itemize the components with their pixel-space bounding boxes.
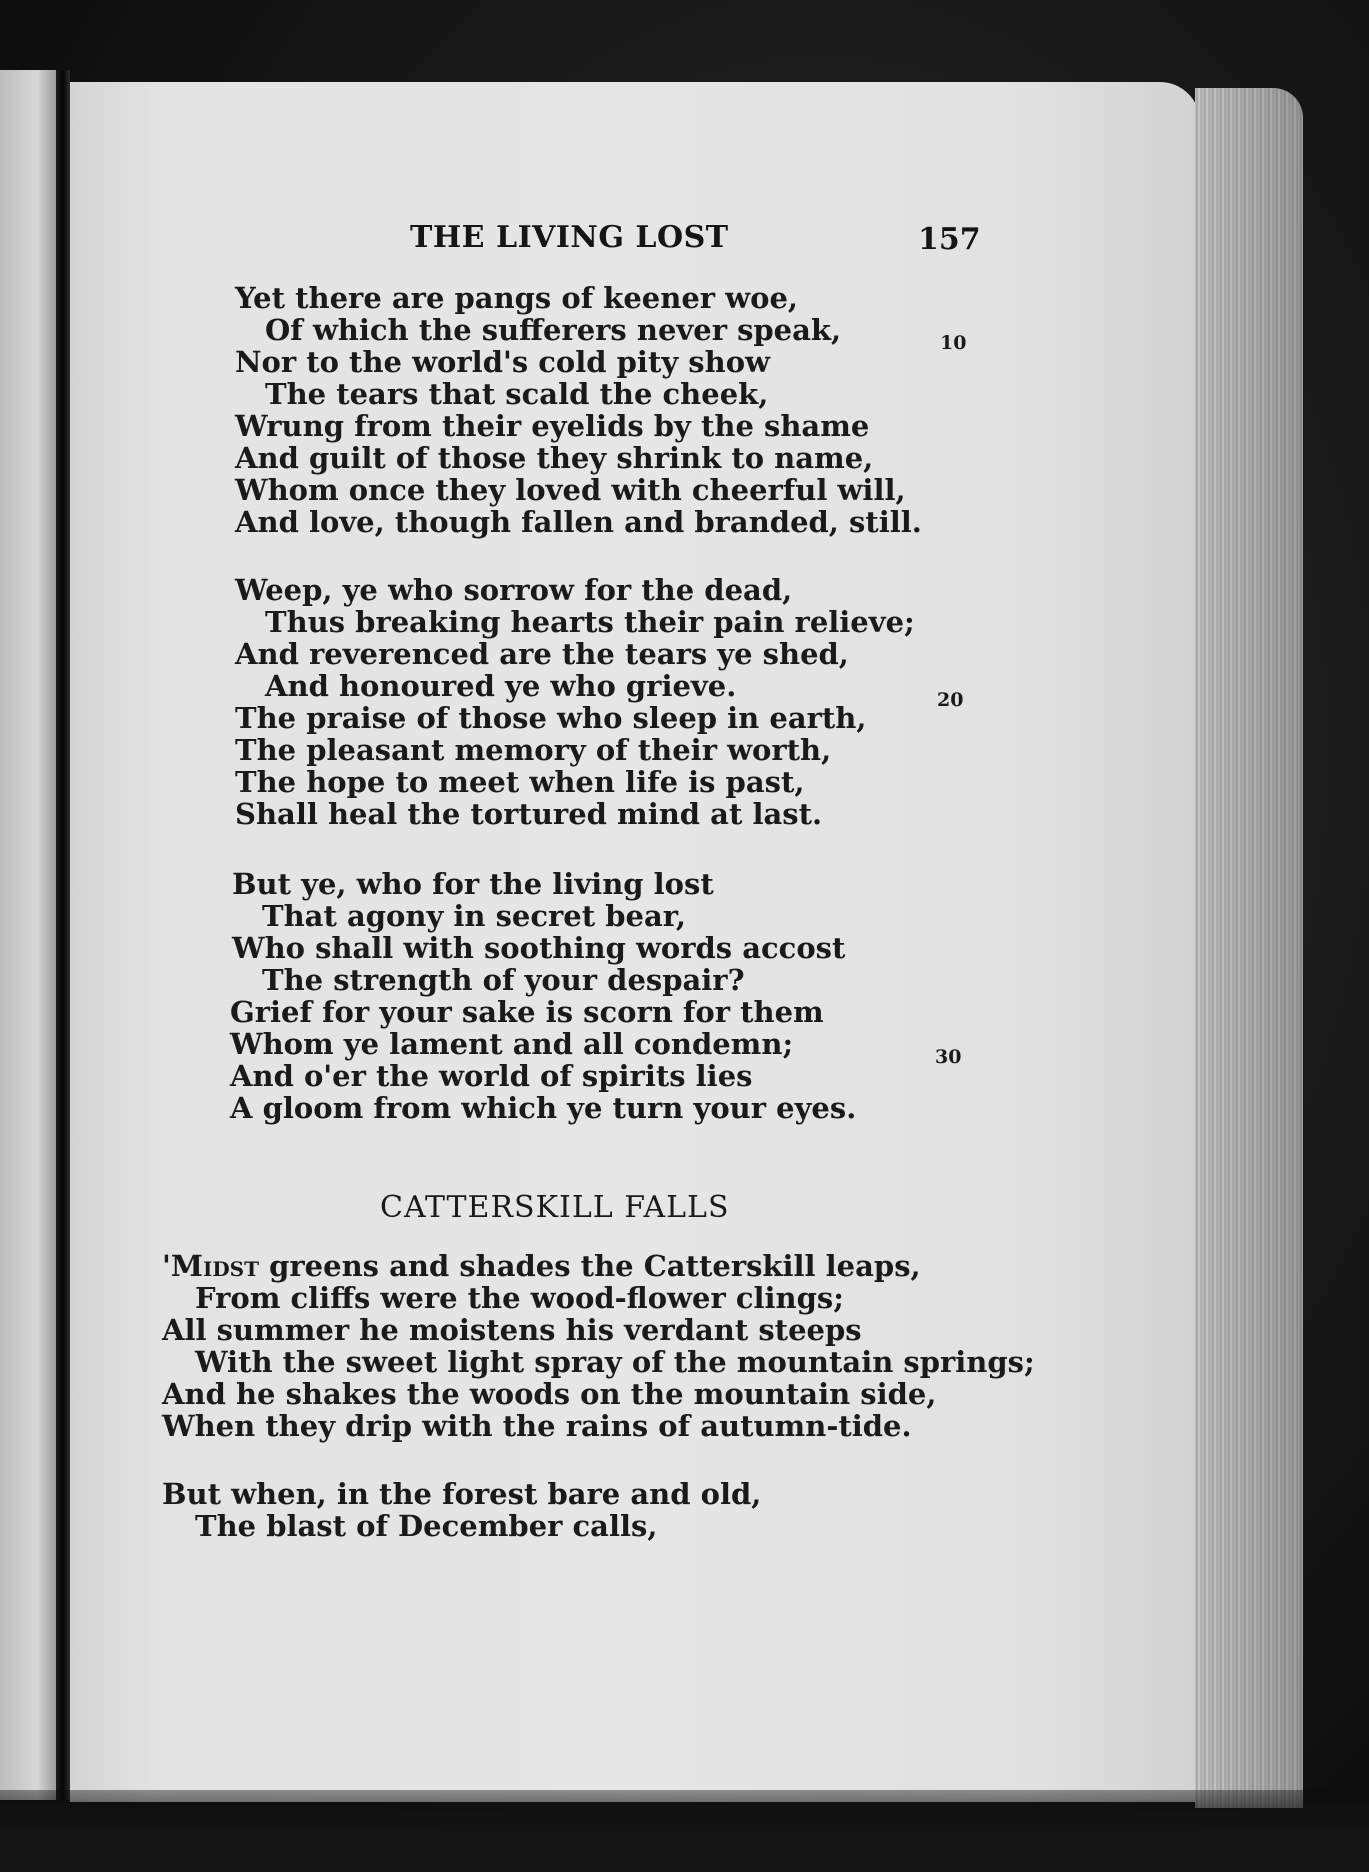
- poem-line: Whom ye lament and all condemn;: [230, 1027, 794, 1061]
- poem-line: And reverenced are the tears ye shed,: [235, 637, 849, 671]
- poem-line: Nor to the world's cold pity show: [235, 345, 771, 379]
- running-header: [410, 220, 981, 260]
- poem-line: When they drip with the rains of autumn-tide.: [162, 1409, 912, 1443]
- bottom-shadow: [0, 1790, 1369, 1872]
- line-number: 10: [940, 332, 967, 354]
- book-gutter: [56, 70, 70, 1800]
- poem-line: The strength of your despair?: [262, 963, 745, 997]
- poem-line: Of which the sufferers never speak,: [265, 313, 842, 347]
- facing-page-edge: [0, 70, 62, 1800]
- poem-line: Shall heal the tortured mind at last.: [235, 797, 823, 831]
- poem-line: The praise of those who sleep in earth,: [235, 701, 867, 735]
- poem-line: Thus breaking hearts their pain relieve;: [265, 605, 915, 639]
- poem-line: The pleasant memory of their worth,: [235, 733, 832, 767]
- poem-line: From cliffs were the wood-flower clings;: [195, 1281, 844, 1315]
- poem-line: The hope to meet when life is past,: [235, 765, 805, 799]
- poem-line: The blast of December calls,: [195, 1509, 658, 1543]
- poem-line: Grief for your sake is scorn for them: [230, 995, 824, 1029]
- page-block-shade: [1195, 88, 1303, 1808]
- poem-line: But ye, who for the living lost: [232, 867, 714, 901]
- poem-line: The tears that scald the cheek,: [265, 377, 769, 411]
- poem-title: CATTERSKILL FALLS: [380, 1190, 730, 1225]
- poem-line: [162, 1250, 921, 1282]
- page-number: 157: [918, 222, 981, 257]
- poem-line: And love, though fallen and branded, still.: [235, 505, 922, 539]
- line-number: 20: [937, 689, 964, 711]
- poem-line: A gloom from which ye turn your eyes.: [230, 1091, 857, 1125]
- running-title: THE LIVING LOST: [410, 220, 729, 255]
- poem-line: With the sweet light spray of the mountain springs;: [195, 1345, 1035, 1379]
- poem-line: And guilt of those they shrink to name,: [235, 441, 874, 475]
- poem-line: Who shall with soothing words accost: [232, 931, 846, 965]
- poem-line: And he shakes the woods on the mountain side,: [162, 1377, 937, 1411]
- poem-line: And honoured ye who grieve.: [265, 669, 737, 703]
- poem-line: And o'er the world of spirits lies: [230, 1059, 753, 1093]
- poem-line: But when, in the forest bare and old,: [162, 1477, 762, 1511]
- poem-line: Whom once they loved with cheerful will,: [235, 473, 906, 507]
- poem-line: Yet there are pangs of keener woe,: [235, 281, 799, 315]
- poem-line: That agony in secret bear,: [262, 899, 687, 933]
- poem-line: Wrung from their eyelids by the shame: [235, 409, 870, 443]
- poem-line: Weep, ye who sorrow for the dead,: [235, 573, 793, 607]
- first-line-rest: greens and shades the Catterskill leaps,: [259, 1249, 921, 1283]
- poem-line: All summer he moistens his verdant steeps: [162, 1313, 862, 1347]
- drop-word: 'Midst: [162, 1249, 260, 1283]
- line-number: 30: [935, 1046, 962, 1068]
